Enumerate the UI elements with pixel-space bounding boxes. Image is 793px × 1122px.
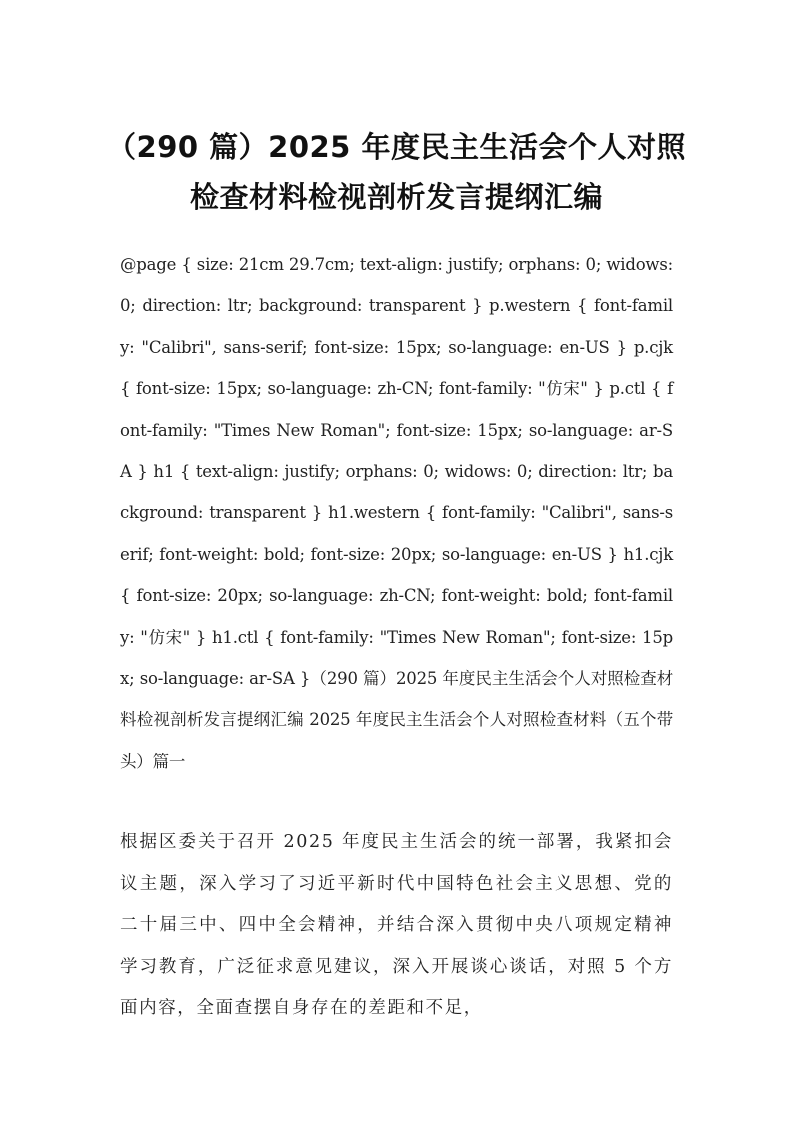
body-paragraph: 根据区委关于召开 2025 年度民主生活会的统一部署，我紧扣会议主题，深入学习了习近平新时代中国特色社会主义思想、党的二十届三中、四中全会精神，并结合深入贯彻中央八项规定精神学习教育，广泛征求意见建议，深入开展谈心谈话，对照 5 个方面内容，全面查摆自身存在的差距和不足， <box>120 832 673 1018</box>
document-title: （290 篇）2025 年度民主生活会个人对照检查材料检视剖析发言提纲汇编 <box>107 130 686 214</box>
embedded-css-text: @page { size: 21cm 29.7cm; text-align: justify; orphans: 0; widows: 0; direction: ltr; background: transparent } p.western { font-family: "Calibri", sans-serif; font-size: 15px; so-language: en-US } p.cjk { font-size: 15px; so-language: zh-CN; font-family: "仿宋" } p.ctl { font-family: "Times New Roman"; font-size: 15px; so-language: ar-SA } h1 { text-align: justify; orphans: 0; widows: 0; direction: ltr; background: transparent } h1.western { font-family: "Calibri", sans-serif; font-weight: bold; font-size: 20px; so-language: en-US } h1.cjk { font-size: 20px; so-language: zh-CN; font-weight: bold; font-family: "仿宋" } h1.ctl { font-family: "Times New Roman"; font-size: 15px; so-language: ar-SA }（290 篇）2025 年度民主生活会个人对照检查材料检视剖析发言提纲汇编 2025 年度民主生活会个人对照检查材料（五个带头）篇一 <box>120 255 673 771</box>
